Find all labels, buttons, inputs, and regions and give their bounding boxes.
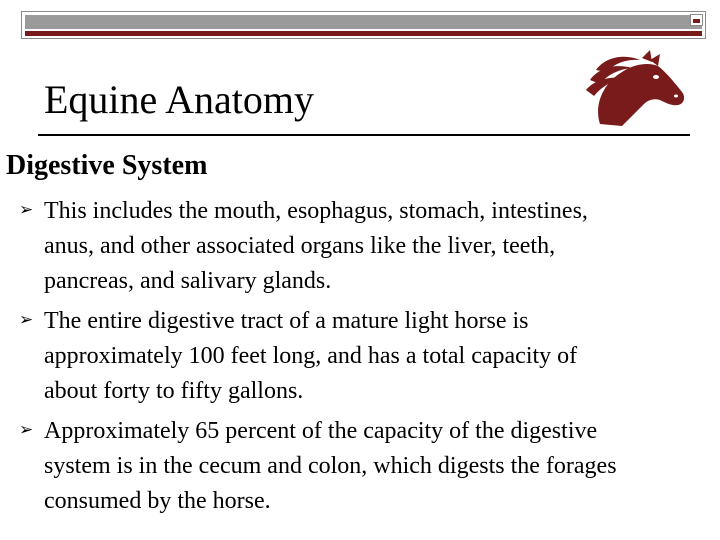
bullet-text: The entire digestive tract of a mature light horse is approximately 100 feet long, and has a total capacity of about forty to fifty gallons.	[44, 308, 578, 404]
bullet-text: Approximately 65 percent of the capacity of the digestive system is in the cecum and colon, which digests the forages consumed by the horse.	[44, 418, 617, 514]
bullet-text: This includes the mouth, esophagus, stomach, intestines, anus, and other associated organs like the liver, teeth, pancreas, and salivary glands.	[44, 198, 588, 294]
slide-title: Equine Anatomy	[44, 77, 314, 122]
arrow-bullet-icon: ➢	[19, 200, 34, 220]
arrow-bullet-icon: ➢	[19, 310, 34, 330]
section-heading: Digestive System	[6, 150, 208, 181]
arrow-bullet-icon: ➢	[19, 420, 34, 440]
